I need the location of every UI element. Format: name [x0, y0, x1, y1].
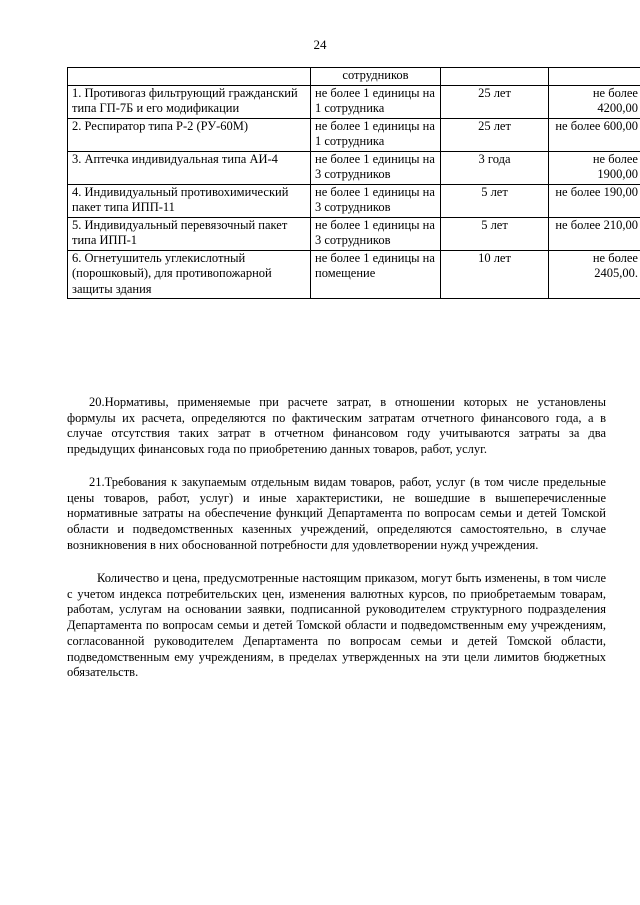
- paragraph-20-block: [67, 395, 606, 458]
- table-row: [68, 118, 640, 151]
- table-cell-name: 1. Противогаз фильтрующий гражданский типа ГП-7Б и его модификации: [68, 85, 311, 118]
- table-cell-name: [68, 68, 311, 86]
- table-cell-term: [441, 68, 549, 86]
- table-cell-qty: не более 1 единицы на помещение: [311, 250, 441, 299]
- page-number: 24: [313, 37, 327, 52]
- table-cell-qty: не более 1 единицы на 1 сотрудника: [311, 118, 441, 151]
- table-row: [68, 250, 640, 299]
- table-cell-name: 3. Аптечка индивидуальная типа АИ-4: [68, 151, 311, 184]
- paragraph-final-block: [67, 571, 606, 681]
- paragraph-20: 20.Нормативы, применяемые при расчете затрат, в отношении которых не установлены формулы их расчета, определяются по фактическим затратам отчетного финансового года, а в случае отсутствия таких затрат в отчетном финансовом году учитываются затраты за два предыдущих финансовых года по приобретению данных товаров, работ, услуг.: [67, 395, 606, 457]
- table-cell-price: [549, 68, 640, 86]
- table-cell-qty: не более 1 единицы на 3 сотрудников: [311, 151, 441, 184]
- table-cell-term: 25 лет: [441, 118, 549, 151]
- table-cell-term: 3 года: [441, 151, 549, 184]
- table-cell-name: 5. Индивидуальный перевязочный пакет типа ИПП-1: [68, 217, 311, 250]
- table-row: [68, 85, 640, 118]
- paragraph-final: Количество и цена, предусмотренные настоящим приказом, могут быть изменены, в том числе с учетом индекса потребительских цен, изменения валютных курсов, по приобретаемым товарам, работам, услугам на основании заявки, подписанной руководителем структурного подразделения Департамента по вопросам семьи и детей Томской области и подведомственным ему учреждениям, согласованной руководителем Департамента по вопросам семьи и детей Томской области, подведомственным ему учреждениям, в пределах утвержденных на эти цели лимитов бюджетных обязательств.: [67, 571, 606, 680]
- paragraph-21: 21.Требования к закупаемым отдельным видам товаров, работ, услуг (в том числе предельные цены товаров, работ, услуг) и иные характеристики, не вошедшие в вышеперечисленные нормативные затраты на обеспечение функций Департамента по вопросам семьи и детей Томской области и подведомственных казенных учреждений, определяются самостоятельно, в случае возникновения в них обоснованной потребности для удовлетворении нужд учреждения.: [67, 475, 606, 552]
- table-cell-price: не более 1900,00: [549, 151, 640, 184]
- table-cell-qty: не более 1 единицы на 3 сотрудников: [311, 217, 441, 250]
- table-cell-price: не более 210,00: [549, 217, 640, 250]
- table-cell-price: не более 2405,00.: [549, 250, 640, 299]
- table-cell-term: 5 лет: [441, 184, 549, 217]
- table-cell-name: 2. Респиратор типа Р-2 (РУ-60М): [68, 118, 311, 151]
- table-cell-qty: не более 1 единицы на 1 сотрудника: [311, 85, 441, 118]
- table-cell-price: не более 600,00: [549, 118, 640, 151]
- norms-table: [67, 67, 640, 299]
- table-cell-qty: сотрудников: [311, 68, 441, 86]
- table-cell-term: 25 лет: [441, 85, 549, 118]
- table-row-continuation: [68, 68, 640, 86]
- table-row: [68, 217, 640, 250]
- table-cell-qty: не более 1 единицы на 3 сотрудников: [311, 184, 441, 217]
- table-row: [68, 151, 640, 184]
- table-cell-name: 4. Индивидуальный противохимический пакет типа ИПП-11: [68, 184, 311, 217]
- table-cell-price: не более 4200,00: [549, 85, 640, 118]
- table-cell-term: 5 лет: [441, 217, 549, 250]
- paragraph-21-block: [67, 475, 606, 554]
- table-cell-term: 10 лет: [441, 250, 549, 299]
- table-cell-price: не более 190,00: [549, 184, 640, 217]
- table-cell-name: 6. Огнетушитель углекислотный (порошковый), для противопожарной защиты здания: [68, 250, 311, 299]
- table-row: [68, 184, 640, 217]
